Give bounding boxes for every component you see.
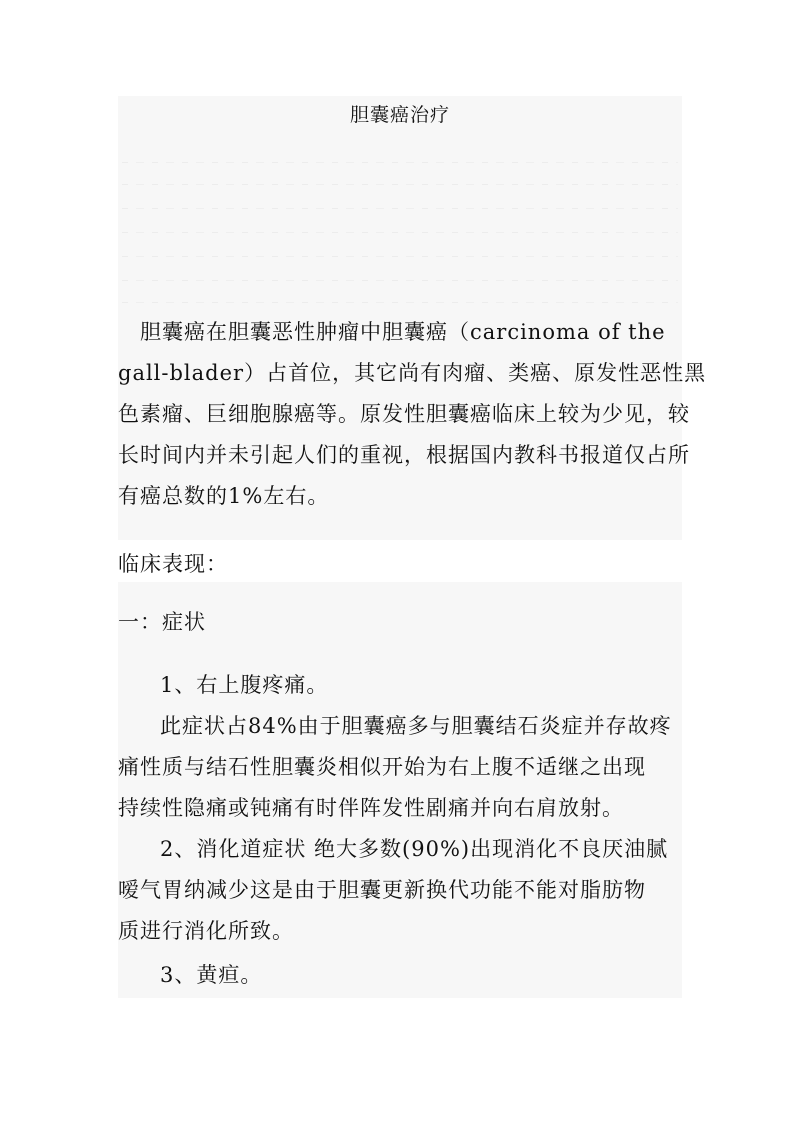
symptom-1-line: 此症状占84%由于胆囊癌多与胆囊结石炎症并存故疼 — [160, 714, 672, 738]
symptom-2-line: 质进行消化所致。 — [118, 919, 294, 943]
intro-line: 胆囊癌在胆囊恶性肿瘤中胆囊癌（carcinoma of the — [140, 320, 666, 344]
symptom-2-line: 2、消化道症状 绝大多数(90%)出现消化不良厌油腻 — [160, 837, 669, 861]
section-one-heading: 一：症状 — [118, 610, 206, 634]
document-title: 胆囊癌治疗 — [349, 104, 450, 126]
intro-line: 长时间内并未引起人们的重视，根据国内教科书报道仅占所 — [118, 443, 690, 467]
symptom-1-title: 1、右上腹疼痛。 — [160, 673, 329, 697]
intro-line: gall-blader）占首位，其它尚有肉瘤、类癌、原发性恶性黑 — [118, 361, 707, 385]
faint-background-text — [118, 152, 682, 312]
symptom-1-line: 痛性质与结石性胆囊炎相似开始为右上腹不适继之出现 — [118, 755, 646, 779]
intro-line: 色素瘤、巨细胞腺癌等。原发性胆囊癌临床上较为少见，较 — [118, 402, 690, 426]
intro-line: 有癌总数的1%左右。 — [118, 484, 330, 508]
symptom-2-line: 嗳气胃纳减少这是由于胆囊更新换代功能不能对脂肪物 — [118, 878, 646, 902]
symptom-1-line: 持续性隐痛或钝痛有时伴阵发性剧痛并向右肩放射。 — [118, 796, 624, 820]
symptom-3-title: 3、黄疸。 — [160, 963, 263, 987]
clinical-heading: 临床表现： — [118, 552, 228, 576]
